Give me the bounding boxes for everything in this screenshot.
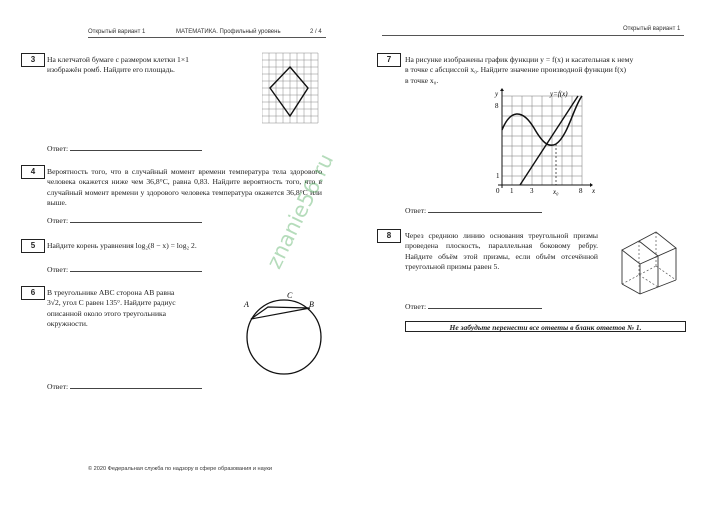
y-tick-1: 1 bbox=[496, 172, 500, 180]
vertex-c-label: C bbox=[287, 291, 293, 300]
answer-field-6[interactable] bbox=[47, 381, 202, 391]
problem-7-line-1: На рисунке изображены график функции y = f(x) и касательная к нему bbox=[405, 55, 634, 64]
problem-6-text: В треугольнике ABC сторона AB равна 3√2, угол C равен 135°. Найдите радиус описанной около этого треугольника окружности. bbox=[47, 288, 176, 329]
x-tick-8: 8 bbox=[579, 187, 583, 195]
x0-label: x₀ bbox=[553, 188, 559, 196]
transfer-answers-banner: Не забудьте перенести все ответы в бланк ответов № 1. bbox=[405, 321, 686, 332]
header-page-number: 2 / 4 bbox=[310, 29, 322, 35]
rhombus-shape bbox=[270, 67, 308, 116]
header-rule-right bbox=[382, 35, 684, 36]
vertex-a-label: A bbox=[244, 300, 249, 309]
y-axis-arrow bbox=[500, 88, 504, 91]
problem-7-line-3: в точке x₀. bbox=[405, 75, 439, 85]
problem-7-line-2: в точке с абсциссой x₀. Найдите значение производной функции f(x) bbox=[405, 65, 627, 75]
problem-number-6: 6 bbox=[21, 286, 45, 300]
answer-field-8[interactable] bbox=[405, 301, 542, 311]
problem-4-text: Вероятность того, что в случайный момент времени температура тела здорового человека окажется ниже чем 36,8°С, равна 0,83. Найдите вероятность того, что в случайный момент времени у здорового человека температура окажется 36,8°С или выше. bbox=[47, 167, 322, 208]
answer-label: Ответ: bbox=[47, 265, 69, 274]
problem-7-text bbox=[405, 55, 687, 86]
header-variant-left: Открытый вариант 1 bbox=[88, 29, 146, 35]
header-rule-left bbox=[88, 37, 326, 38]
prism-figure bbox=[618, 228, 688, 298]
answer-label: Ответ: bbox=[47, 216, 69, 225]
problem-number-5: 5 bbox=[21, 239, 45, 253]
answer-label: Ответ: bbox=[47, 144, 69, 153]
problem-8-text: Через среднюю линию основания треугольной призмы проведена плоскость, параллельная боковому ребру. Найдите объём этой призмы, если объём отсечённой треугольной призмы равен 5. bbox=[405, 231, 598, 272]
answer-label: Ответ: bbox=[47, 382, 69, 391]
answer-label: Ответ: bbox=[405, 302, 427, 311]
y-tick-8: 8 bbox=[495, 102, 499, 110]
problem-number-7: 7 bbox=[377, 53, 401, 67]
header-variant-right: Открытый вариант 1 bbox=[623, 26, 681, 32]
tangent-line bbox=[520, 96, 578, 185]
problem-3-text: На клетчатой бумаге с размером клетки 1×1 изображён ромб. Найдите его площадь. bbox=[47, 55, 189, 75]
origin-label: 0 bbox=[496, 187, 500, 195]
problem-number-4: 4 bbox=[21, 165, 45, 179]
answer-field-5[interactable] bbox=[47, 264, 202, 274]
header-subject: МАТЕМАТИКА. Профильный уровень bbox=[176, 29, 281, 35]
x-axis-label: x bbox=[592, 187, 596, 195]
problem-number-8: 8 bbox=[377, 229, 401, 243]
rhombus-grid-figure bbox=[262, 52, 320, 128]
answer-field-7[interactable] bbox=[405, 205, 542, 215]
vertex-b-label: B bbox=[309, 300, 314, 309]
answer-field-4[interactable] bbox=[47, 215, 202, 225]
answer-field-3[interactable] bbox=[47, 143, 202, 153]
x-tick-1: 1 bbox=[510, 187, 514, 195]
function-label: y=f(x) bbox=[550, 90, 568, 98]
problem-5-equation: log₂(8 − x) = log₂ 2. bbox=[135, 241, 197, 250]
x-tick-3: 3 bbox=[530, 187, 534, 195]
answer-label: Ответ: bbox=[405, 206, 427, 215]
function-graph-figure bbox=[490, 88, 600, 196]
footer-copyright: © 2020 Федеральная служба по надзору в сфере образования и науки bbox=[88, 466, 273, 472]
watermark: znanie56.ru bbox=[262, 150, 339, 273]
circumscribed-circle bbox=[247, 300, 321, 374]
y-axis-label: y bbox=[495, 90, 499, 98]
problem-5-prompt: Найдите корень уравнения bbox=[47, 241, 136, 250]
problem-number-3: 3 bbox=[21, 53, 45, 67]
problem-5-text bbox=[47, 241, 197, 251]
circumscribed-circle-figure bbox=[240, 285, 330, 375]
